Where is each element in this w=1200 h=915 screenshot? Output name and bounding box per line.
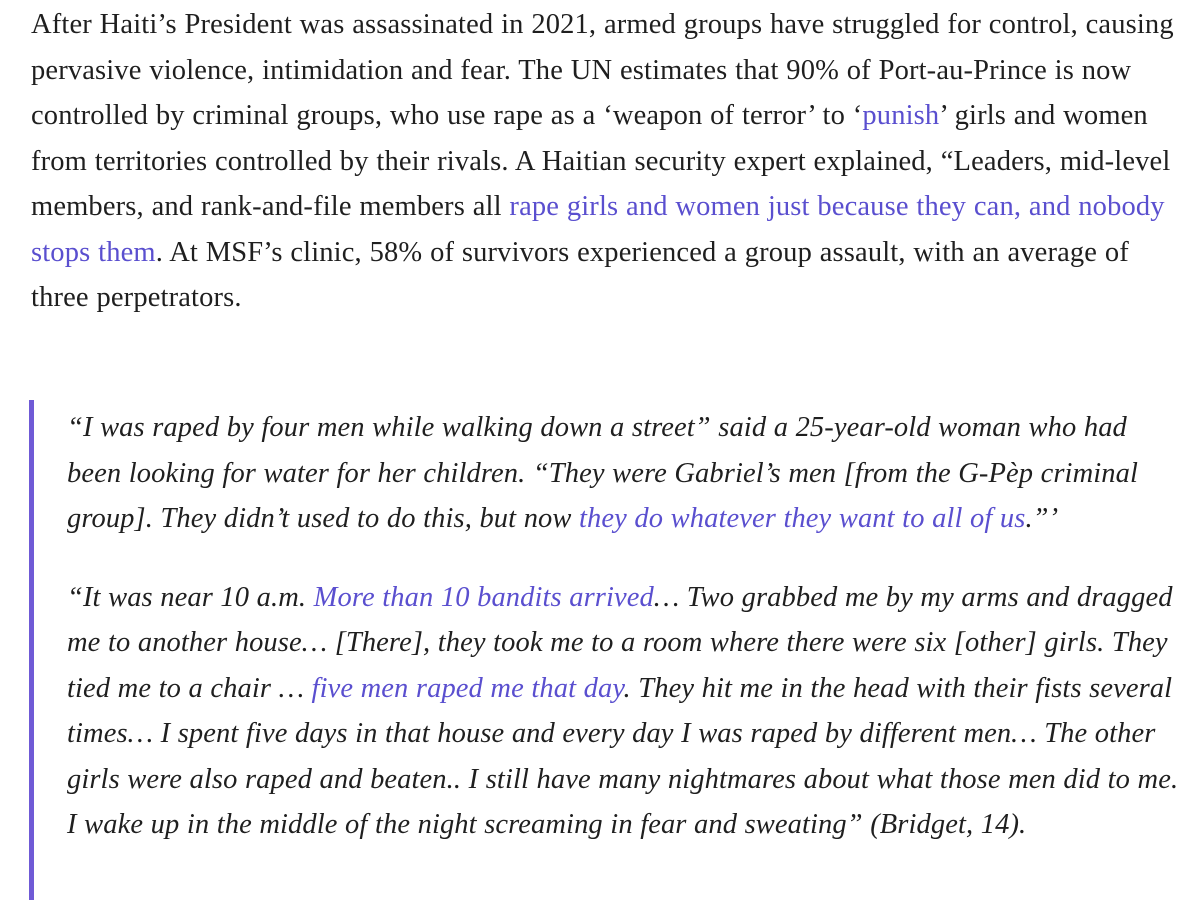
quote-2-text-2: … Two grabbed me by my arms and dragged me to another house… [There], they took me to a room where there were six [other] girls. They tied me to a chair …	[67, 581, 1173, 704]
link-rape-girls-and-women[interactable]: rape girls and women just because they can, and nobody stops them	[31, 191, 1165, 268]
link-five-men[interactable]: five men raped me that day	[311, 672, 624, 704]
quote-1-text-1: “I was raped by four men while walking down a street” said a 25-year-old woman who had been looking for water for her children. “They were Gabriel’s men [from the G-Pèp criminal group]. They didn’t used to do this, but now	[67, 412, 1138, 534]
intro-text-1: After Haiti’s President was assassinated in 2021, armed groups have struggled for control, causing pervasive violence, intimidation and fear. The UN estimates that 90% of Port-au-Prince is now controlled by criminal groups, who use rape as a ‘weapon of terror’ to ‘	[31, 9, 1174, 131]
testimony-blockquote	[29, 400, 1179, 900]
quote-2-text-3: . They hit me in the head with their fists several times… I spent five days in that house and every day I was raped by different men… The other girls were also raped and beaten.. I still have many nightmares about what those men did to me. I wake up in the middle of the night screaming in fear and sweating” (Bridget, 14).	[67, 672, 1179, 840]
link-more-than-10-bandits[interactable]: More than 10 bandits arrived	[313, 581, 654, 613]
quote-1-text-2: .”’	[1025, 503, 1059, 534]
intro-text-2: ’ girls and women from territories controlled by their rivals. A Haitian security expert explained, “Leaders, mid-level members, and rank-and-file members all	[31, 100, 1171, 222]
article-body	[31, 0, 1181, 321]
quote-testimony-1	[67, 400, 1179, 542]
quote-testimony-2	[67, 575, 1179, 848]
intro-text-3: . At MSF’s clinic, 58% of survivors experienced a group assault, with an average of three perpetrators.	[31, 236, 1129, 313]
link-they-do-whatever[interactable]: they do whatever they want to all of us	[579, 503, 1026, 534]
link-punish[interactable]: punish	[862, 100, 940, 131]
intro-paragraph	[31, 0, 1181, 321]
quote-2-text-1: “It was near 10 a.m.	[67, 581, 314, 613]
